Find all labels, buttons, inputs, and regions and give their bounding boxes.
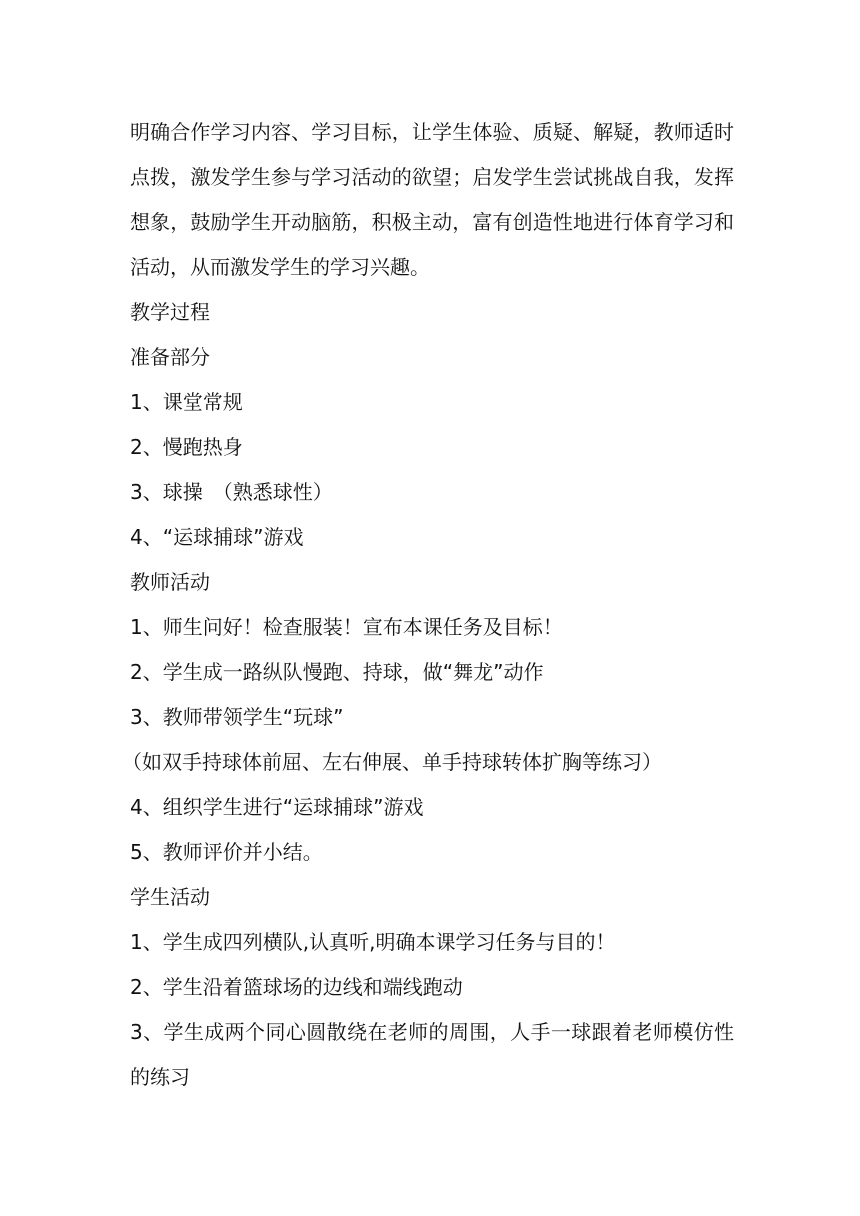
teacher-item: 1、师生问好！检查服装！宣布本课任务及目标！	[130, 615, 563, 639]
section-heading-process: 教学过程	[130, 300, 210, 324]
prep-item: 2、慢跑热身	[130, 435, 243, 459]
teacher-item: 5、教师评价并小结。	[130, 840, 323, 864]
intro-paragraph: 明确合作学习内容、学习目标，让学生体验、质疑、解疑，教师适时点拨，激发学生参与学习活动的欲望；启发学生尝试挑战自我，发挥想象，鼓励学生开动脑筋，积极主动，富有创造性地进行体育学习和活动，从而激发学生的学习兴趣。	[130, 120, 734, 279]
teacher-item: 3、教师带领学生“玩球”	[130, 705, 344, 729]
student-item: 1、学生成四列横队,认真听,明确本课学习任务与目的！	[130, 930, 616, 954]
prep-item: 4、“运球捕球”游戏	[130, 525, 304, 549]
prep-item: 1、课堂常规	[130, 390, 243, 414]
section-heading-student: 学生活动	[130, 885, 210, 909]
teacher-item-note: （如双手持球体前屈、左右伸展、单手持球转体扩胸等练习）	[122, 750, 662, 774]
student-item: 2、学生沿着篮球场的边线和端线跑动	[130, 975, 463, 999]
teacher-item: 4、组织学生进行“运球捕球”游戏	[130, 795, 424, 819]
section-heading-prep: 准备部分	[130, 345, 210, 369]
teacher-item: 2、学生成一路纵队慢跑、持球，做“舞龙”动作	[130, 660, 544, 684]
student-item: 3、学生成两个同心圆散绕在老师的周围，人手一球跟着老师模仿性的练习	[130, 1020, 734, 1089]
prep-item: 3、球操 （熟悉球性）	[130, 480, 333, 504]
section-heading-teacher: 教师活动	[130, 570, 210, 594]
document-body	[122, 110, 734, 1100]
